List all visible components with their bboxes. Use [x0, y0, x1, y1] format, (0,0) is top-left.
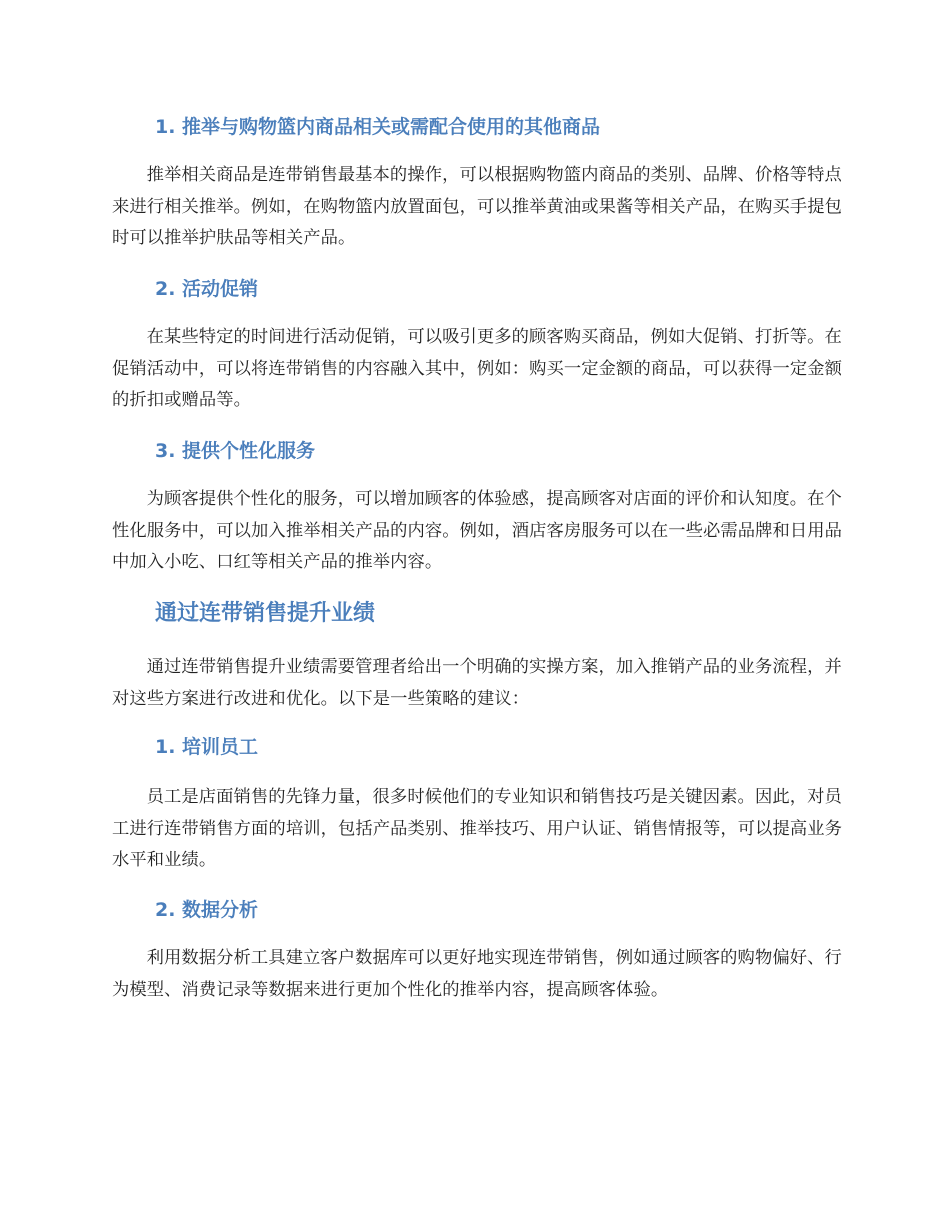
section-heading-promotion: 2. 活动促销: [155, 278, 259, 300]
section-body-data-analysis: 利用数据分析工具建立客户数据库可以更好地实现连带销售，例如通过顾客的购物偏好、行为模型、消费记录等数据来进行更加个性化的推举内容，提高顾客体验。: [112, 948, 842, 1000]
section-heading-data-analysis: 2. 数据分析: [155, 899, 259, 921]
section-body-improve-performance: 通过连带销售提升业绩需要管理者给出一个明确的实操方案，加入推销产品的业务流程，并对这些方案进行改进和优化。以下是一些策略的建议：: [112, 657, 842, 709]
section-body-promotion: 在某些特定的时间进行活动促销，可以吸引更多的顾客购买商品，例如大促销、打折等。在促销活动中，可以将连带销售的内容融入其中，例如：购买一定金额的商品，可以获得一定金额的折扣或赠品等。: [112, 327, 843, 410]
section-heading-recommend-related: 1. 推举与购物篮内商品相关或需配合使用的其他商品: [155, 116, 601, 138]
section-body-personalized-service: 为顾客提供个性化的服务，可以增加顾客的体验感，提高顾客对店面的评价和认知度。在个性化服务中，可以加入推举相关产品的内容。例如，酒店客房服务可以在一些必需品牌和日用品中加入小吃、口红等相关产品的推举内容。: [112, 489, 843, 572]
section-body-recommend-related: 推举相关商品是连带销售最基本的操作，可以根据购物篮内商品的类别、品牌、价格等特点来进行相关推举。例如，在购物篮内放置面包，可以推举黄油或果酱等相关产品，在购买手提包时可以推举护肤品等相关产品。: [112, 165, 843, 248]
section-heading-personalized-service: 3. 提供个性化服务: [155, 440, 316, 462]
section-heading-improve-performance: 通过连带销售提升业绩: [155, 601, 376, 626]
section-heading-train-staff: 1. 培训员工: [155, 736, 259, 758]
section-body-train-staff: 员工是店面销售的先锋力量，很多时候他们的专业知识和销售技巧是关键因素。因此，对员工进行连带销售方面的培训，包括产品类别、推举技巧、用户认证、销售情报等，可以提高业务水平和业绩。: [112, 787, 843, 870]
